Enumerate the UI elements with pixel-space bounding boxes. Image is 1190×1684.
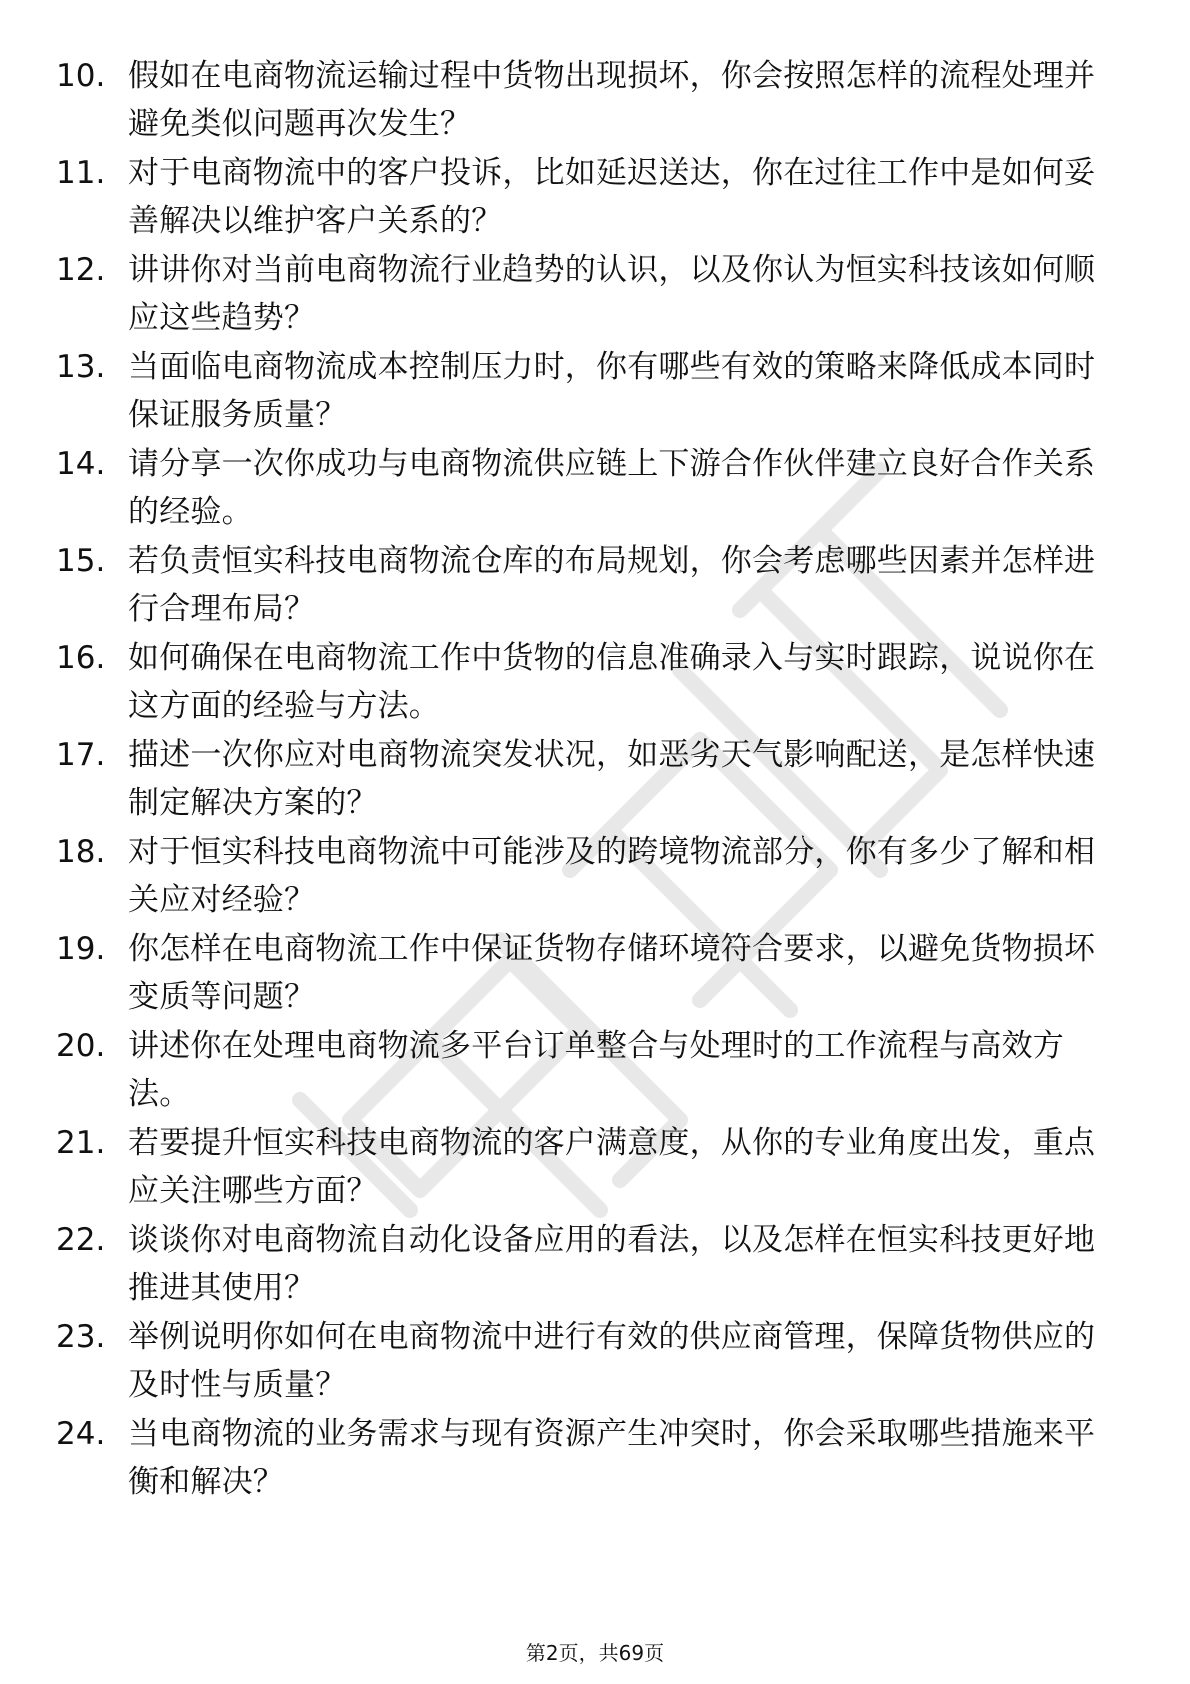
- question-number: 12.: [56, 252, 106, 288]
- question-text: 谈谈你对电商物流自动化设备应用的看法，以及怎样在恒实科技更好地推进其使用？: [128, 1222, 1096, 1306]
- question-text: 对于电商物流中的客户投诉，比如延迟送达，你在过往工作中是如何妥善解决以维护客户关系的？: [128, 155, 1096, 239]
- question-item-19: [56, 925, 1116, 1022]
- question-number: 16.: [56, 640, 106, 676]
- question-number: 21.: [56, 1125, 106, 1161]
- question-item-21: [56, 1119, 1116, 1216]
- question-item-11: [56, 149, 1116, 246]
- question-number: 22.: [56, 1222, 106, 1258]
- question-text: 描述一次你应对电商物流突发状况，如恶劣天气影响配送，是怎样快速制定解决方案的？: [128, 737, 1096, 821]
- question-text: 你怎样在电商物流工作中保证货物存储环境符合要求，以避免货物损坏变质等问题？: [128, 931, 1096, 1015]
- question-item-23: [56, 1313, 1116, 1410]
- question-number: 17.: [56, 737, 106, 773]
- question-number: 13.: [56, 349, 106, 385]
- question-item-14: [56, 440, 1116, 537]
- question-item-22: [56, 1216, 1116, 1313]
- question-text: 当电商物流的业务需求与现有资源产生冲突时，你会采取哪些措施来平衡和解决？: [128, 1416, 1096, 1500]
- question-number: 23.: [56, 1319, 106, 1355]
- question-list: [56, 52, 1116, 1507]
- question-number: 14.: [56, 446, 106, 482]
- question-item-17: [56, 731, 1116, 828]
- question-item-10: [56, 52, 1116, 149]
- question-item-15: [56, 537, 1116, 634]
- question-text: 当面临电商物流成本控制压力时，你有哪些有效的策略来降低成本同时保证服务质量？: [128, 349, 1096, 433]
- question-number: 18.: [56, 834, 106, 870]
- question-text: 如何确保在电商物流工作中货物的信息准确录入与实时跟踪，说说你在这方面的经验与方法。: [128, 640, 1096, 724]
- question-text: 请分享一次你成功与电商物流供应链上下游合作伙伴建立良好合作关系的经验。: [128, 446, 1096, 530]
- question-number: 20.: [56, 1028, 106, 1064]
- question-number: 11.: [56, 155, 106, 191]
- question-text: 举例说明你如何在电商物流中进行有效的供应商管理，保障货物供应的及时性与质量？: [128, 1319, 1096, 1403]
- question-item-18: [56, 828, 1116, 925]
- question-text: 假如在电商物流运输过程中货物出现损坏，你会按照怎样的流程处理并避免类似问题再次发生？: [128, 58, 1096, 142]
- question-item-24: [56, 1410, 1116, 1507]
- question-text: 讲讲你对当前电商物流行业趋势的认识，以及你认为恒实科技该如何顺应这些趋势？: [128, 252, 1096, 336]
- question-item-12: [56, 246, 1116, 343]
- question-number: 24.: [56, 1416, 106, 1452]
- question-text: 若负责恒实科技电商物流仓库的布局规划，你会考虑哪些因素并怎样进行合理布局？: [128, 543, 1096, 627]
- question-text: 讲述你在处理电商物流多平台订单整合与处理时的工作流程与高效方法。: [128, 1028, 1064, 1112]
- question-item-16: [56, 634, 1116, 731]
- question-item-13: [56, 343, 1116, 440]
- question-text: 对于恒实科技电商物流中可能涉及的跨境物流部分，你有多少了解和相关应对经验？: [128, 834, 1096, 918]
- question-number: 10.: [56, 58, 106, 94]
- question-item-20: [56, 1022, 1116, 1119]
- question-number: 19.: [56, 931, 106, 967]
- question-number: 15.: [56, 543, 106, 579]
- page-indicator: 第2页，共69页: [525, 1641, 665, 1665]
- question-text: 若要提升恒实科技电商物流的客户满意度，从你的专业角度出发，重点应关注哪些方面？: [128, 1125, 1096, 1209]
